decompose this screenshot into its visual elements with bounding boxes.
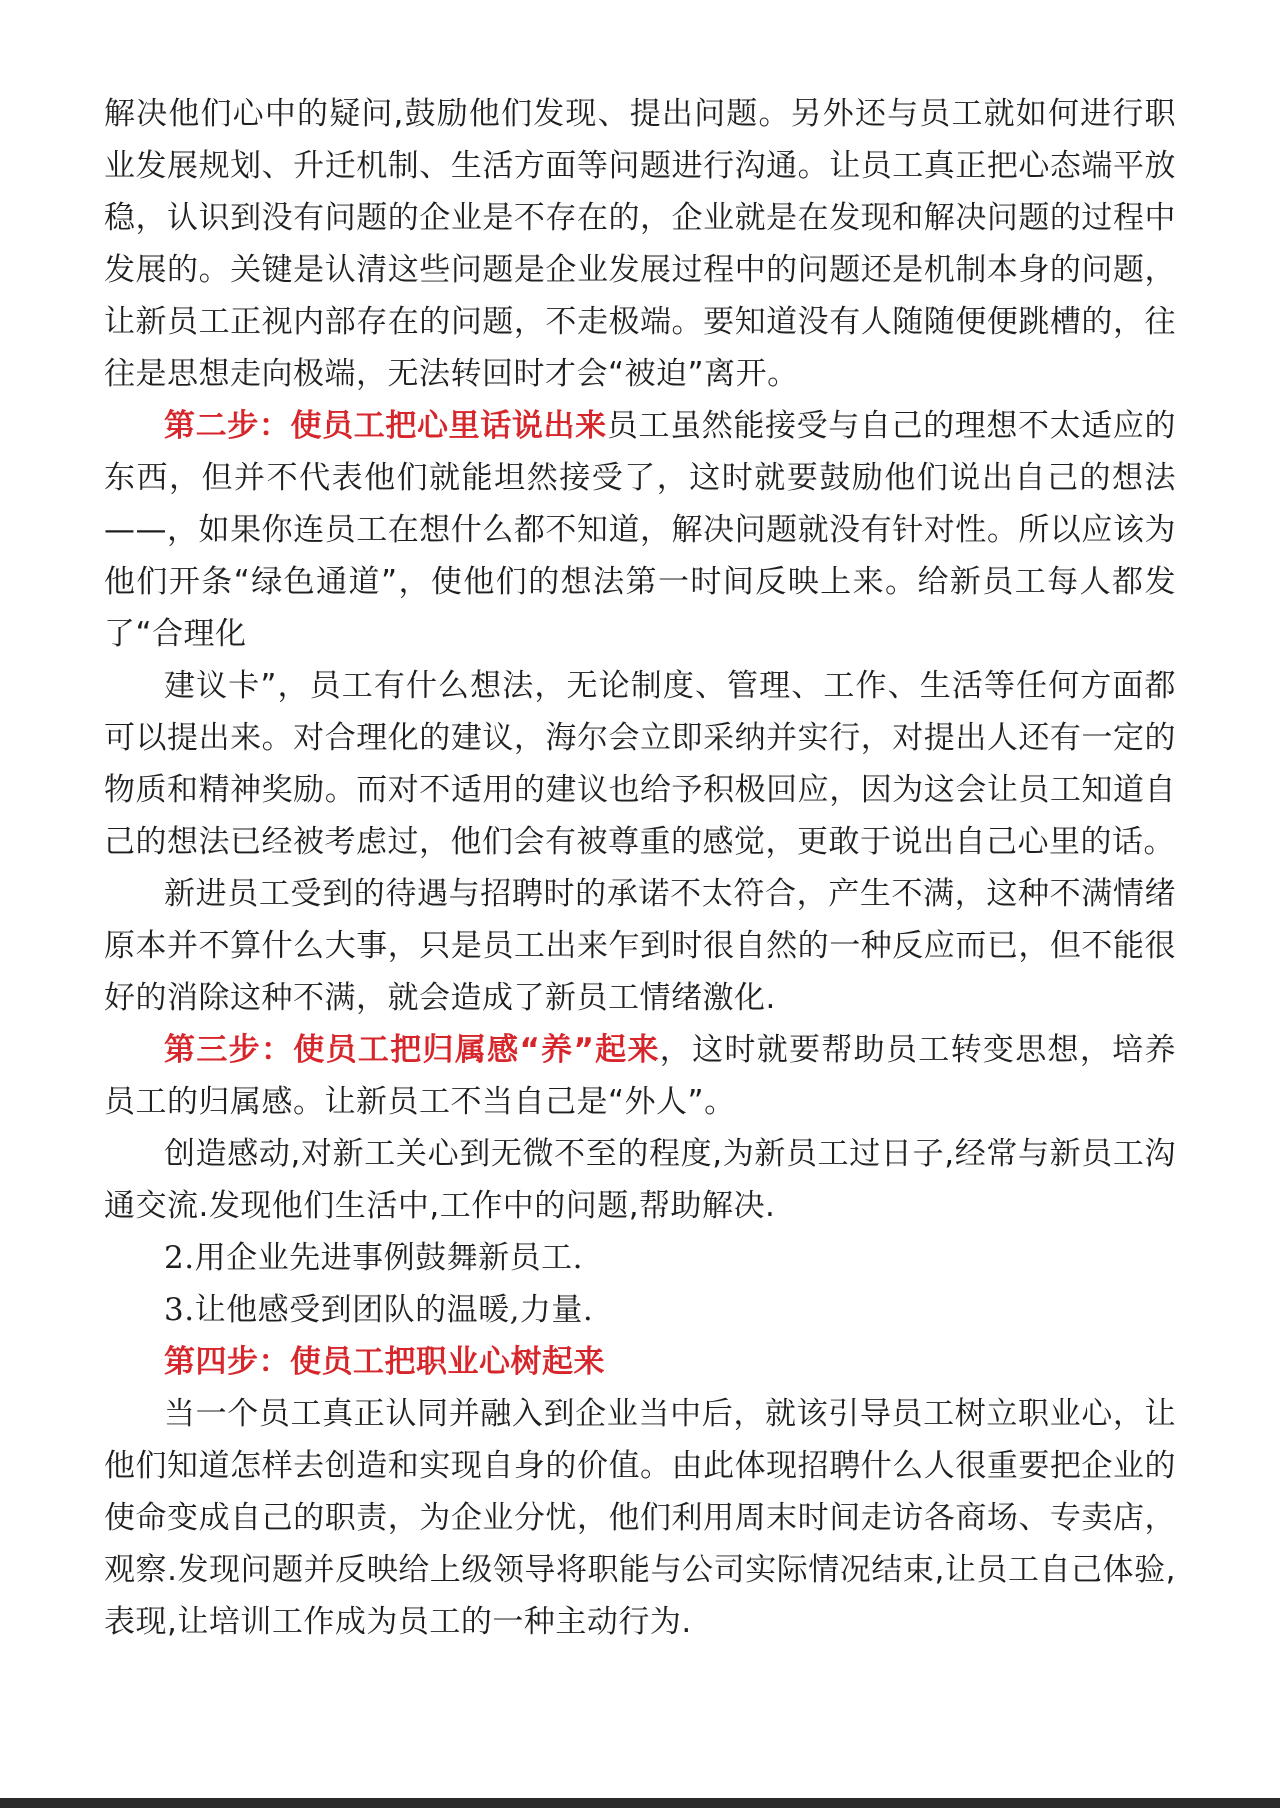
paragraph-intro: 解决他们心中的疑问,鼓励他们发现、提出问题。另外还与员工就如何进行职业发展规划、升迁机制、生活方面等问题进行沟通。让员工真正把心态端平放稳，认识到没有问题的企业是不存在的，企业就是在发现和解决问题的过程中发展的。关键是认清这些问题是企业发展过程中的问题还是机制本身的问题，让新员工正视内部存在的问题，不走极端。要知道没有人随随便便跳槽的，往往是思想走向极端，无法转回时才会“被迫”离开。 <box>104 96 1176 392</box>
paragraph-create-touching: 创造感动,对新工关心到无微不至的程度,为新员工过日子,经常与新员工沟通交流.发现他们生活中,工作中的问题,帮助解决. <box>104 1136 1176 1224</box>
paragraph-step3 <box>104 1024 1176 1128</box>
step3-heading: 第三步：使员工把归属感“养”起来 <box>164 1032 660 1068</box>
bottom-edge-bar <box>0 1798 1280 1808</box>
paragraph-career-mindset: 当一个员工真正认同并融入到企业当中后，就该引导员工树立职业心，让他们知道怎样去创造和实现自身的价值。由此体现招聘什么人很重要把企业的使命变成自己的职责，为企业分忧，他们利用周末时间走访各商场、专卖店，观察.发现问题并反映给上级领导将职能与公司实际情况结束,让员工自己体验,表现,让培训工作成为员工的一种主动行为. <box>104 1396 1176 1640</box>
list-item-2: 2.用企业先进事例鼓舞新员工. <box>164 1240 583 1276</box>
step2-text: 员工虽然能接受与自己的理想不太适应的东西，但并不代表他们就能坦然接受了，这时就要鼓励他们说出自己的想法——，如果你连员工在想什么都不知道，解决问题就没有针对性。所以应该为他们开条“绿色通道”，使他们的想法第一时间反映上来。给新员工每人都发了“合理化 <box>104 408 1177 652</box>
step3-text: ，这时就要帮助员工转变思想，培养员工的归属感。让新员工不当自己是“外人”。 <box>104 1032 1176 1120</box>
list-item-3: 3.让他感受到团队的温暖,力量. <box>164 1292 594 1328</box>
step4-heading: 第四步：使员工把职业心树起来 <box>164 1344 605 1380</box>
paragraph-step2 <box>104 400 1176 660</box>
paragraph-step4 <box>104 1336 1176 1388</box>
paragraph-new-employee-discontent: 新进员工受到的待遇与招聘时的承诺不太符合，产生不满，这种不满情绪原本并不算什么大事，只是员工出来乍到时很自然的一种反应而已，但不能很好的消除这种不满，就会造成了新员工情绪激化. <box>104 876 1176 1016</box>
paragraph-suggestion-card: 建议卡”，员工有什么想法，无论制度、管理、工作、生活等任何方面都可以提出来。对合理化的建议，海尔会立即采纳并实行，对提出人还有一定的物质和精神奖励。而对不适用的建议也给予积极回应，因为这会让员工知道自己的想法已经被考虑过，他们会有被尊重的感觉，更敢于说出自己心里的话。 <box>104 668 1176 860</box>
document-body <box>104 88 1176 1648</box>
step2-heading: 第二步：使员工把心里话说出来 <box>164 408 607 444</box>
